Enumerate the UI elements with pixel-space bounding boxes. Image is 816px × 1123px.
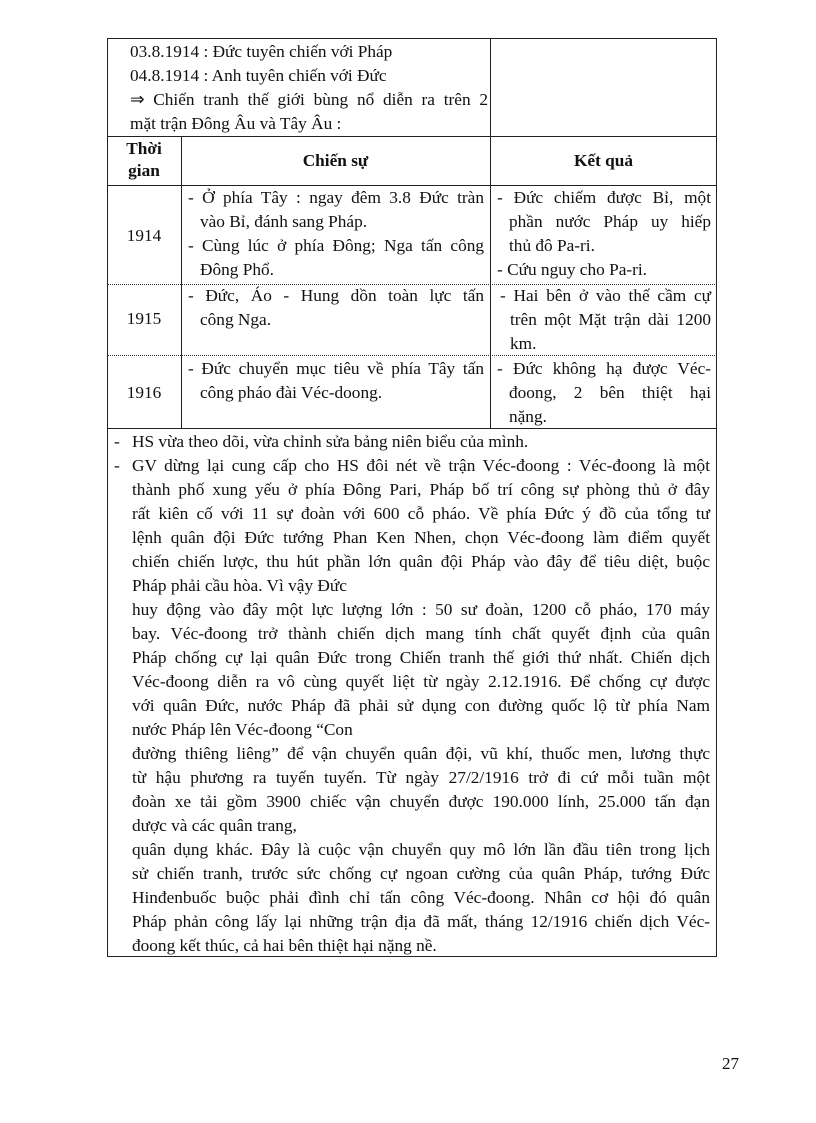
row-year: 1916 (126, 383, 162, 402)
row-events: - Ở phía Tây : ngay đêm 3.8 Đức tràn vào Bỉ, đánh sang Pháp. - Cùng lúc ở phía Đông; Nga tấn công Đông Phổ. (188, 188, 484, 279)
row-result: - Hai bên ở vào thế cầm cự trên một Mặt trận dài 1200 km. (500, 286, 711, 353)
note-bullet: - (114, 432, 120, 451)
header-result: Kết quả (573, 151, 634, 170)
row-events: - Đức chuyển mục tiêu về phía Tây tấn công pháo đài Véc-doong. (188, 359, 484, 402)
intro-divider (490, 38, 491, 136)
row-events: - Đức, Áo - Hung dồn toàn lực tấn công Nga. (188, 286, 484, 329)
intro-line: mặt trận Đông Âu và Tây Âu : (130, 114, 342, 133)
intro-line: 03.8.1914 : Đức tuyên chiến với Pháp (130, 42, 393, 61)
table-col-divider-2 (490, 136, 491, 428)
intro-cell (130, 40, 488, 136)
row-year: 1915 (126, 309, 162, 328)
row-year: 1914 (126, 226, 162, 245)
intro-bottom-border (107, 136, 717, 137)
intro-line: 04.8.1914 : Anh tuyên chiến với Đức (130, 66, 387, 85)
note-bullet: - (114, 456, 120, 475)
intro-line: ⇒ Chiến tranh thế giới bùng nổ diễn ra trên 2 (130, 90, 488, 109)
row-result: - Đức chiếm được Bỉ, một phần nước Pháp uy hiếp thủ đô Pa-ri. - Cứu nguy cho Pa-ri. (497, 188, 711, 279)
note-paragraph: GV dừng lại cung cấp cho HS đôi nét về trận Véc-đoong : Véc-đoong là một thành phố xung yếu ở phía Đông Pari, Pháp bố trí công sự phòng thủ ở đây rất kiên cố với 11 sự đoàn với 600 cỗ pháo. Về phía Đức ý đồ của tổng tư lệnh quân đội Đức tướng Phan Ken Nhen, chọn Véc-đoong làm điểm quyết chiến chiến lược, thu hút phần lớn quân đội Pháp vào đây để tiêu diệt, buộc Pháp phải cầu hòa. Vì vậy Đức huy động vào đây một lực lượng lớn : 50 sư đoàn, 1200 cỗ pháo, 170 máy bay. Véc-đoong trở thành chiến dịch mang tính chất quyết định của quân Pháp chống cự lại quân Đức trong Chiến tranh thế giới thứ nhất. Chiến dịch Véc-đoong diễn ra vô cùng quyết liệt từ ngày 2.12.1916. Để chống cự được với quân Đức, nước Pháp đã phải sử dụng con đường quốc lộ từ phía Nam nước Pháp lên Véc-đoong “Con đường thiêng liêng” để vận chuyển quân đội, vũ khí, thuốc men, lương thực từ hậu phương ra tuyến tuyến. Từ ngày 27/2/1916 trở đi cứ mỗi tuần một đoàn xe tải gồm 3900 chiếc vận chuyển được 190.000 lính, 25.000 tấn đạn dược và các quân trang, quân dụng khác. Đây là cuộc vận chuyển quy mô lớn lần đầu tiên trong lịch sử chiến tranh, trước sức chống cự ngoan cường của quân Pháp, tướng Đức Hinđenbuốc buộc phải đình chỉ tấn công Véc-đoong. Nhân cơ hội đó quân Pháp phản công lấy lại những trận địa đã mất, tháng 12/1916 chiến dịch Véc- đoong kết thúc, cả hai bên thiệt hại nặng nề. (132, 456, 710, 955)
header-events: Chiến sự (302, 151, 369, 170)
table-col-divider-1 (181, 136, 182, 428)
header-time: Thời gian (126, 139, 162, 180)
row-result: - Đức không hạ được Véc- đoong, 2 bên thiệt hại nặng. (497, 359, 711, 426)
note-text: HS vừa theo dõi, vừa chỉnh sửa bảng niên biểu của mình. (132, 432, 529, 451)
page-number: 27 (722, 1054, 739, 1073)
